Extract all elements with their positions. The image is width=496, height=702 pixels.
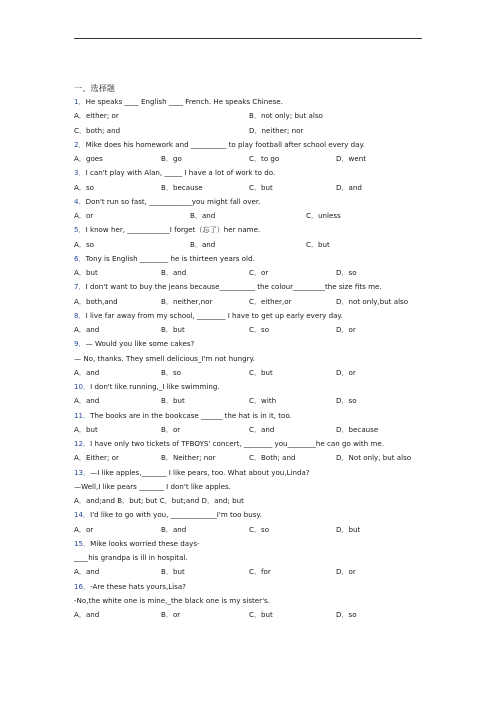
- question-stem: [74, 169, 434, 183]
- question-number: 8．: [74, 310, 86, 320]
- question-stem: [74, 469, 434, 483]
- option-choice: D．so: [336, 396, 357, 406]
- question-text: I'd like to go with you, _____________I'm too busy.: [90, 510, 262, 520]
- question-stem: [74, 383, 434, 397]
- option-choice: B．neither,nor: [161, 296, 213, 306]
- question-stem: [74, 198, 434, 212]
- question-text: Don't run so fast, ____________you might fall over.: [85, 196, 261, 206]
- option-choice: C．Both; and: [249, 453, 296, 463]
- option-choice: C．both; and: [74, 125, 121, 135]
- question-number: 1．: [74, 97, 86, 106]
- question-text: I know her, ____________I forget（忘了）her name.: [85, 225, 261, 235]
- option-choice: A．goes: [74, 154, 103, 163]
- question-stem: [74, 340, 434, 354]
- option-choice: B．but: [161, 325, 185, 334]
- option-choice: B．Neither; nor: [161, 453, 216, 463]
- question-number: 12．: [74, 439, 91, 448]
- option-choice: B．but: [161, 567, 185, 577]
- option-choice: C．so: [249, 325, 270, 334]
- question-number: 15．: [74, 538, 91, 548]
- option-choice: A．and: [74, 325, 100, 334]
- options-row: [74, 155, 434, 169]
- option-choice: B．and: [161, 524, 187, 534]
- question-stem: [74, 540, 434, 554]
- question-dialogue-line: ____his grandpa is ill in hospital.: [74, 553, 188, 562]
- question-list: [74, 98, 434, 625]
- options-row: [74, 454, 434, 468]
- question-text: I don't want to buy the jeans because__________ the colour_________the size fits me.: [85, 282, 382, 292]
- option-choice: D．went: [336, 154, 366, 163]
- option-choice: D．or: [336, 367, 356, 377]
- option-choice: C．with: [249, 396, 277, 406]
- option-choice: A．both,and: [74, 296, 118, 306]
- options-row: [74, 269, 434, 283]
- header-rule: [74, 38, 422, 39]
- question-text: Tony is English ________ he is thirteen years old.: [85, 253, 255, 263]
- question-number: 9．: [74, 339, 86, 349]
- options-row: [74, 397, 434, 411]
- question-stem: [74, 283, 434, 297]
- question-number: 11．: [74, 410, 91, 420]
- option-choice: B．or: [161, 424, 181, 434]
- question-text: —I like apples,_______ I like pears, too. What about you,Linda?: [90, 467, 310, 477]
- option-choice: A．Either; or: [74, 453, 119, 463]
- option-choice: B．so: [161, 367, 181, 377]
- question-dialogue-line: —Well,I like pears _______ I don't like apples.: [74, 481, 231, 491]
- question-text: Mike looks worried these days-: [90, 538, 200, 548]
- option-choice: A．so: [74, 182, 94, 192]
- option-choice: D．Not only, but also: [336, 453, 412, 463]
- option-choice: D．so: [336, 268, 357, 277]
- option-choice: B．and: [190, 211, 216, 220]
- section-title: 一、选择题: [74, 83, 115, 93]
- options-row: [74, 241, 434, 255]
- question-number: 10．: [74, 382, 91, 391]
- option-choice: C．but: [249, 610, 273, 619]
- question-stem: [74, 440, 434, 454]
- question-stem: [74, 98, 434, 112]
- option-choice: D．so: [336, 610, 357, 619]
- question-stem: [74, 255, 434, 269]
- option-choice: C．but: [249, 367, 273, 377]
- options-row: [74, 298, 434, 312]
- options-row: [74, 326, 434, 340]
- options-row: [74, 568, 434, 582]
- option-choice: C．or: [249, 268, 269, 277]
- option-choice: B．or: [161, 610, 181, 619]
- option-choice: B．not only; but also: [249, 111, 323, 121]
- options-row: [74, 184, 434, 198]
- question-text: He speaks ____ English ____ French. He speaks Chinese.: [85, 97, 283, 106]
- option-choice: B．and: [190, 239, 216, 249]
- option-choice: A．or: [74, 211, 94, 220]
- question-number: 5．: [74, 225, 86, 235]
- option-choice: A．or: [74, 524, 94, 534]
- question-text: I live far away from my school, ________ I have to get up early every day.: [85, 310, 343, 320]
- options-row: [74, 212, 434, 226]
- question-stem: [74, 511, 434, 525]
- option-choice: C．so: [249, 524, 270, 534]
- options-row: A．and;and B．but; but C．but;and D．and; but: [74, 496, 244, 505]
- question-number: 14．: [74, 510, 91, 520]
- question-number: 3．: [74, 168, 86, 178]
- question-text: The books are in the bookcase ______ the hat is in it, too.: [90, 410, 292, 420]
- question-stem: [74, 412, 434, 426]
- question-stem: [74, 226, 434, 240]
- option-choice: D．neither; nor: [249, 125, 304, 135]
- options-row: [74, 112, 434, 126]
- option-choice: D．because: [336, 424, 379, 434]
- option-choice: C．and: [249, 424, 275, 434]
- option-choice: A．and: [74, 610, 100, 619]
- option-choice: D．or: [336, 325, 356, 334]
- option-choice: D．or: [336, 567, 356, 577]
- question-text: — Would you like some cakes?: [85, 339, 195, 349]
- option-choice: A．and: [74, 396, 100, 406]
- option-choice: C．either,or: [249, 296, 292, 306]
- option-choice: D．and: [336, 182, 362, 192]
- question-stem: [74, 583, 434, 597]
- question-stem: [74, 312, 434, 326]
- option-choice: C．but: [249, 182, 273, 192]
- options-row: [74, 369, 434, 383]
- question-text: I have only two tickets of TFBOYS' concert, ________ you________he can go with me.: [90, 439, 384, 448]
- option-choice: A．and: [74, 367, 100, 377]
- question-dialogue-line: — No, thanks. They smell delicious_I'm not hungry.: [74, 353, 255, 363]
- question-number: 16．: [74, 581, 91, 591]
- options-row: [74, 526, 434, 540]
- question-dialogue-line: -No,the white one is mine,_the black one is my sister's.: [74, 595, 270, 605]
- question-text: -Are these hats yours,Lisa?: [90, 581, 186, 591]
- option-choice: A．either; or: [74, 111, 119, 121]
- question-stem: [74, 141, 434, 155]
- option-choice: B．go: [161, 154, 182, 163]
- option-choice: C．unless: [306, 211, 341, 220]
- option-choice: A．and: [74, 567, 100, 577]
- option-choice: B．but: [161, 396, 185, 406]
- question-number: 13．: [74, 467, 91, 477]
- option-choice: D．but: [336, 524, 361, 534]
- option-choice: D．not only,but also: [336, 296, 409, 306]
- options-row: [74, 127, 434, 141]
- option-choice: A．but: [74, 424, 98, 434]
- option-choice: C．for: [249, 567, 271, 577]
- option-choice: B．and: [161, 268, 187, 277]
- question-number: 4．: [74, 196, 86, 206]
- question-number: 2．: [74, 139, 86, 149]
- question-text: Mike does his homework and __________ to play football after school every day.: [85, 139, 365, 149]
- question-text: I don't like running,_I like swimming.: [90, 382, 220, 391]
- option-choice: C．but: [306, 239, 330, 249]
- option-choice: A．but: [74, 268, 98, 277]
- options-row: [74, 611, 434, 625]
- options-row: [74, 426, 434, 440]
- question-number: 7．: [74, 282, 86, 292]
- option-choice: B．because: [161, 182, 203, 192]
- question-text: I can't play with Alan, _____ I have a lot of work to do.: [85, 168, 276, 178]
- question-number: 6．: [74, 253, 86, 263]
- option-choice: A．so: [74, 239, 94, 249]
- option-choice: C．to go: [249, 154, 280, 163]
